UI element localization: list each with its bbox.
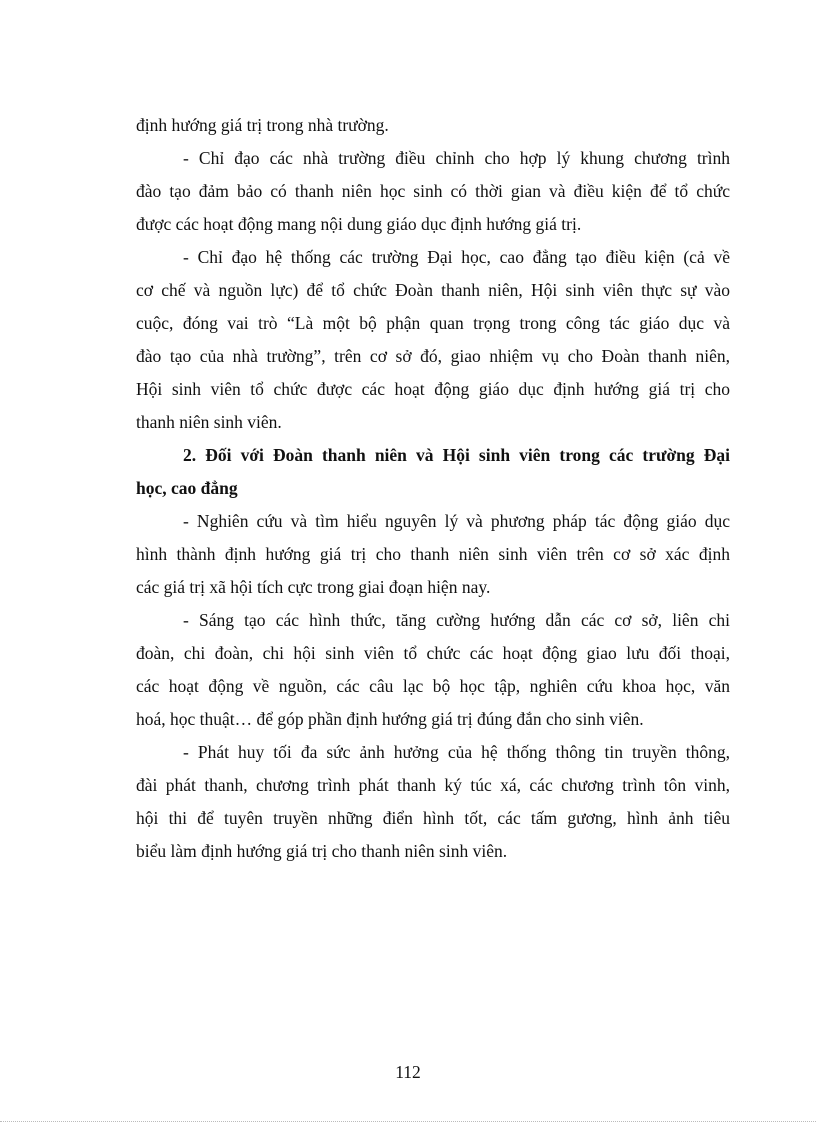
page-number: 112 xyxy=(395,1062,421,1082)
text-line: - Sáng tạo các hình thức, tăng cường hướng dẫn các cơ sở, liên chi xyxy=(183,610,730,630)
text-line: - Nghiên cứu và tìm hiểu nguyên lý và phương pháp tác động giáo dục xyxy=(183,511,730,531)
text-line: cuộc, đóng vai trò “Là một bộ phận quan trọng trong công tác giáo dục và xyxy=(136,313,730,333)
text-line: - Chỉ đạo hệ thống các trường Đại học, cao đẳng tạo điều kiện (cả về xyxy=(183,247,730,267)
paragraph xyxy=(136,241,730,439)
text-line: đào tạo của nhà trường”, trên cơ sở đó, giao nhiệm vụ cho Đoàn thanh niên, xyxy=(136,346,730,366)
text-line: hoá, học thuật… để góp phần định hướng giá trị đúng đắn cho sinh viên. xyxy=(136,709,644,729)
text-line: hình thành định hướng giá trị cho thanh niên sinh viên trên cơ sở xác định xyxy=(136,544,730,564)
text-line: đoàn, chi đoàn, chi hội sinh viên tổ chức các hoạt động giao lưu đối thoại, xyxy=(136,643,730,663)
text-line: các hoạt động về nguồn, các câu lạc bộ học tập, nghiên cứu khoa học, văn xyxy=(136,676,730,696)
paragraph xyxy=(136,505,730,604)
text-line: - Chỉ đạo các nhà trường điều chỉnh cho hợp lý khung chương trình xyxy=(183,148,730,168)
text-line: cơ chế và nguồn lực) để tổ chức Đoàn thanh niên, Hội sinh viên thực sự vào xyxy=(136,280,730,300)
text-line: được các hoạt động mang nội dung giáo dục định hướng giá trị. xyxy=(136,214,582,234)
paragraph xyxy=(136,604,730,736)
paragraph xyxy=(136,109,730,142)
paragraph xyxy=(136,736,730,868)
text-line: định hướng giá trị trong nhà trường. xyxy=(136,115,389,135)
text-line: Hội sinh viên tổ chức được các hoạt động giáo dục định hướng giá trị cho xyxy=(136,379,730,399)
paragraph xyxy=(136,142,730,241)
text-line: các giá trị xã hội tích cực trong giai đoạn hiện nay. xyxy=(136,577,491,597)
heading-line: học, cao đẳng xyxy=(136,478,238,498)
text-line: đài phát thanh, chương trình phát thanh ký túc xá, các chương trình tôn vinh, xyxy=(136,775,730,795)
page-bottom-rule xyxy=(0,1121,816,1122)
document-body xyxy=(136,109,730,868)
text-line: thanh niên sinh viên. xyxy=(136,412,282,432)
heading-line: 2. Đối với Đoàn thanh niên và Hội sinh viên trong các trường Đại xyxy=(183,445,730,465)
text-line: biểu làm định hướng giá trị cho thanh niên sinh viên. xyxy=(136,841,508,861)
text-line: đào tạo đảm bảo có thanh niên học sinh có thời gian và điều kiện để tổ chức xyxy=(136,181,730,201)
text-line: - Phát huy tối đa sức ảnh hưởng của hệ thống thông tin truyền thông, xyxy=(183,742,730,762)
text-line: hội thi để tuyên truyền những điển hình tốt, các tấm gương, hình ảnh tiêu xyxy=(136,808,730,828)
section-heading xyxy=(136,439,730,505)
